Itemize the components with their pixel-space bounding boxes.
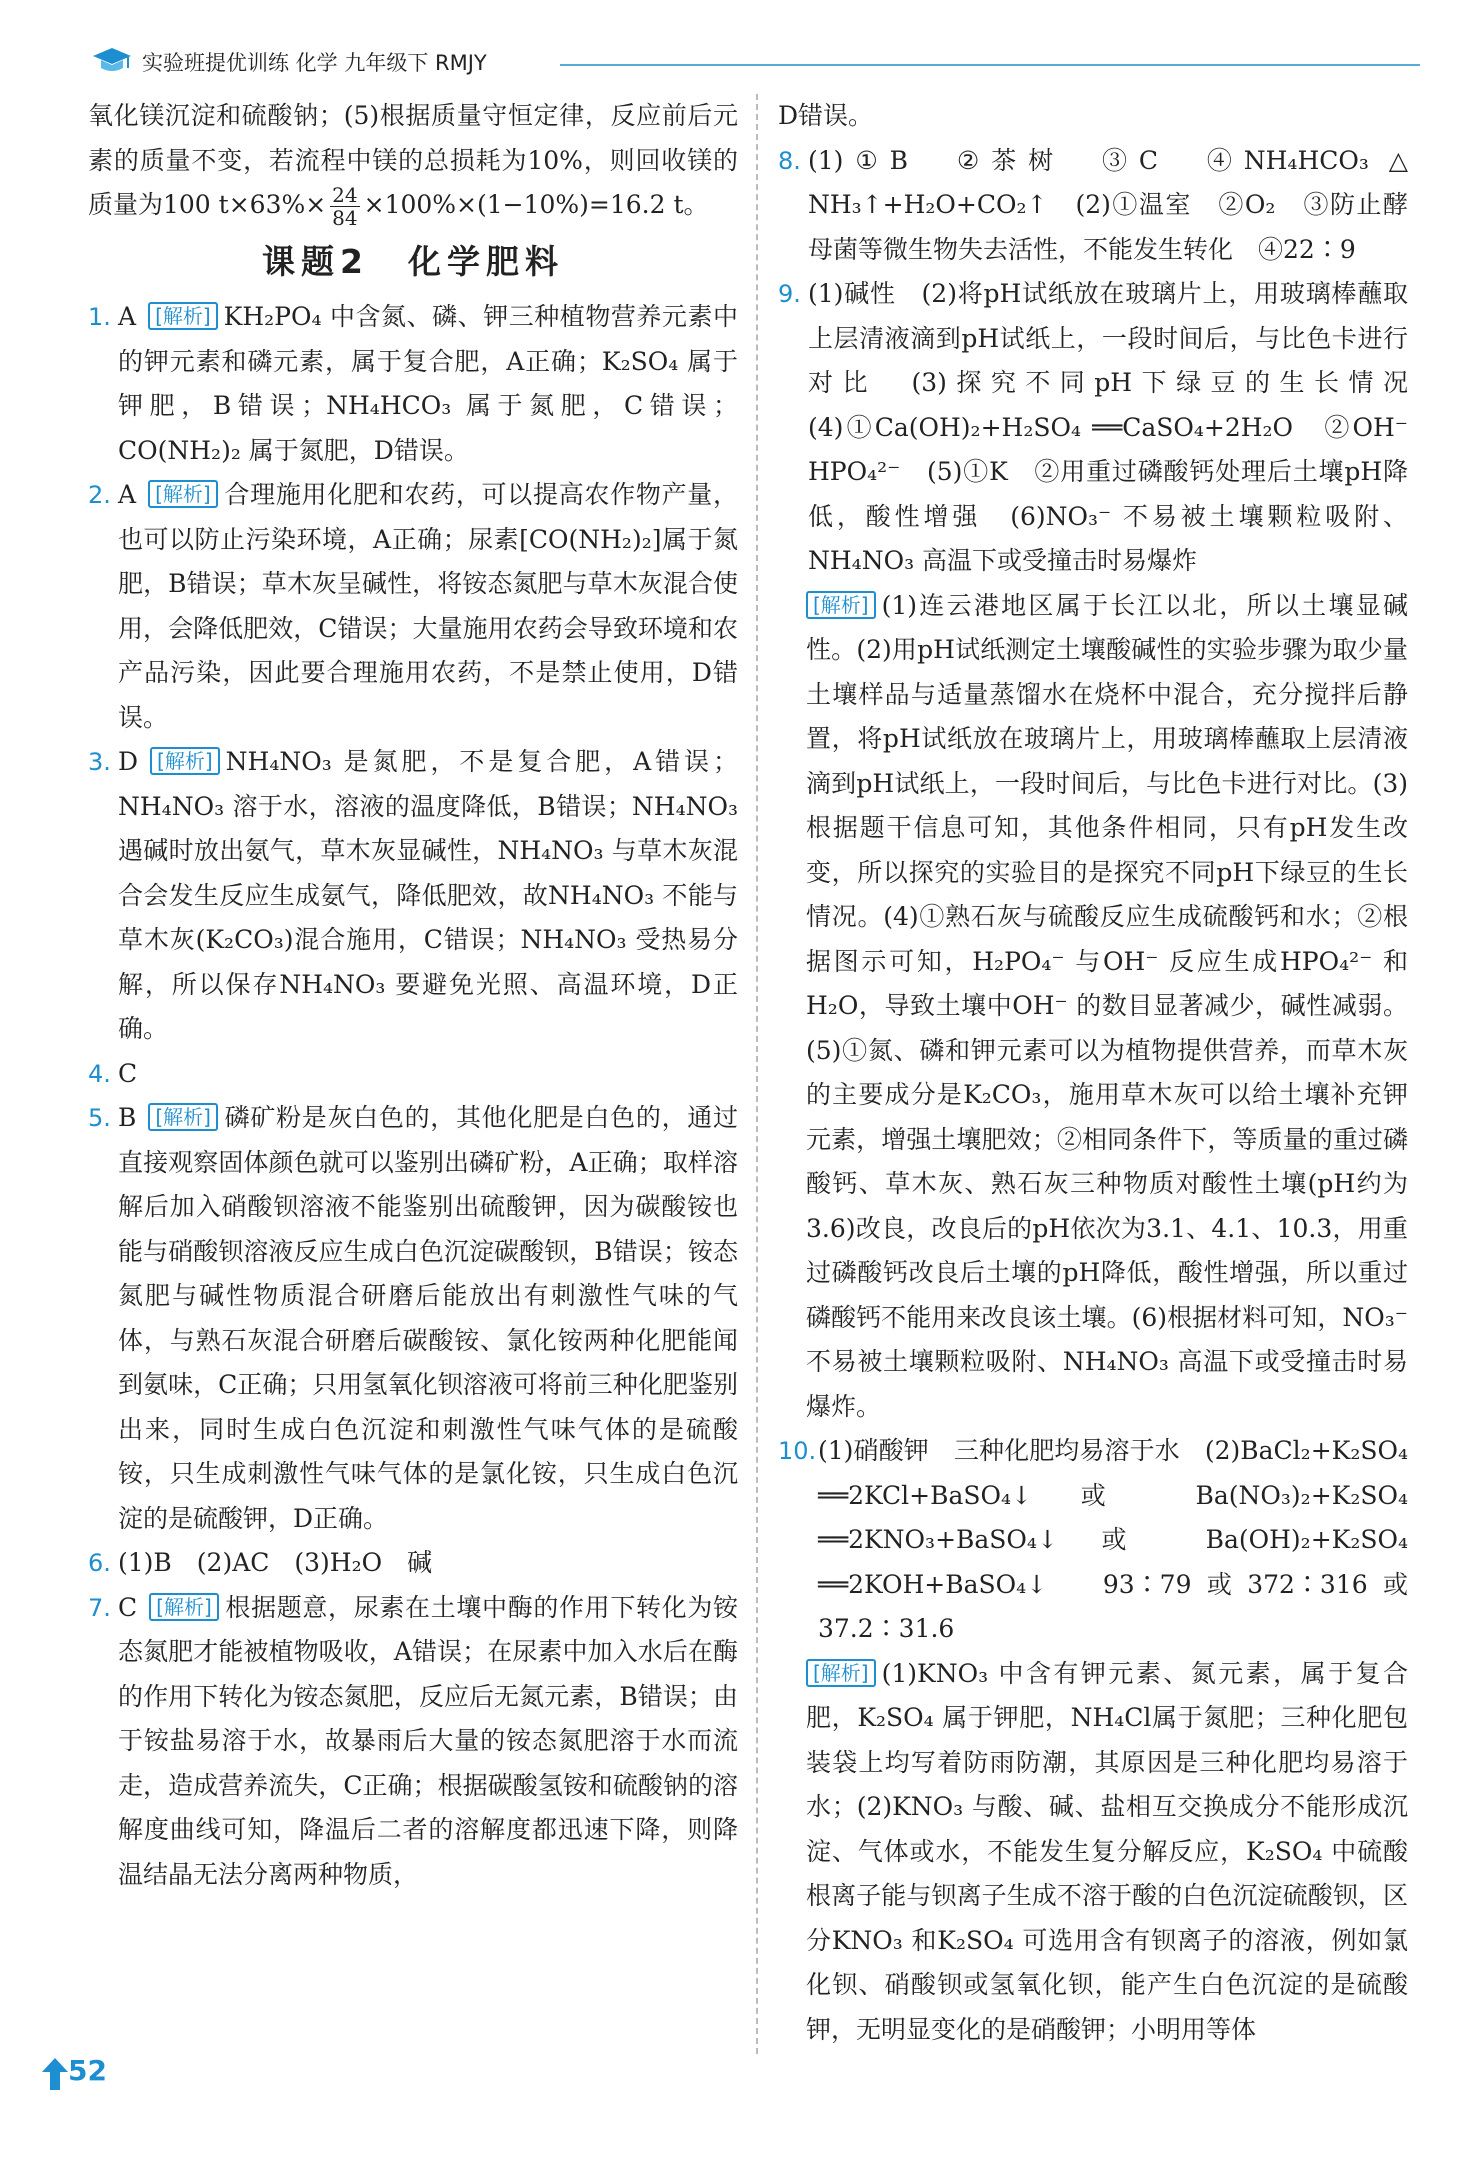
graduation-cap-icon [92, 46, 132, 76]
analysis-text: 磷矿粉是灰白色的，其他化肥是白色的，通过直接观察固体颜色就可以鉴别出磷矿粉，A正确；取样溶解后加入硝酸钡溶液不能鉴别出硫酸钾，因为碳酸铵也能与硝酸钡溶液反应生成白色沉淀碳酸钡，B错误；铵态氮肥与碱性物质混合研磨后能放出有刺激性气味的气体，与熟石灰混合研磨后碳酸铵、氯化铵两种化肥能闻到氨味，C正确；只用氢氧化钡溶液可将前三种化肥鉴别出来，同时生成白色沉淀和刺激性气味气体的是硫酸铵，只生成刺激性气味气体的是氯化铵，只生成白色沉淀的是硫酸钾，D正确。 [118, 1103, 738, 1533]
answer-letter: A [118, 480, 137, 509]
answer-item-1 [88, 295, 738, 473]
answer-text: (1)①B ②茶树 ③C ④NH₄HCO₃ △ NH₃↑+H₂O+CO₂↑ (2)①温室 ②O₂ ③防止酵母菌等微生物失去活性，不能发生转化 ④22∶9 [808, 145, 1408, 264]
item-number: 8. [778, 146, 801, 175]
continued-text: 氧化镁沉淀和硫酸钠；(5)根据质量守恒定律，反应前后元素的质量不变，若流程中镁的总损耗为10%，则回收镁的质量为100 t×63%× $\frac{24}{84}$ ×100%×(1−10%)=16.2 t。 [88, 101, 738, 230]
header-rule [560, 64, 1420, 66]
item-number: 4. [88, 1059, 111, 1088]
answer-text: (1)硝酸钾 三种化肥均易溶于水 (2)BaCl₂+K₂SO₄ ══2KCl+BaSO₄↓ 或 Ba(NO₃)₂+K₂SO₄ ══2KNO₃+BaSO₄↓ 或 Ba(OH)₂+K₂SO₄ ══2KOH+BaSO₄↓ 93∶79或372∶316或37.2∶31.6 [818, 1436, 1408, 1643]
analysis-tag: [解析] [806, 1659, 876, 1687]
item-number: 6. [88, 1549, 111, 1577]
analysis-tag: [解析] [148, 302, 218, 330]
analysis-tag: [解析] [148, 1103, 218, 1131]
analysis-text: KH₂PO₄ 中含氮、磷、钾三种植物营养元素中的钾元素和磷元素，属于复合肥，A正确；K₂SO₄ 属于钾肥，B错误；NH₄HCO₃ 属于氮肥，C错误；CO(NH₂)₂ 属于氮肥，D错误。 [118, 302, 738, 465]
section-title: 课题2 化学肥料 [262, 242, 564, 281]
item-number: 2. [88, 481, 111, 509]
answer-letter: D [118, 747, 139, 776]
answer-item-8 [778, 139, 1408, 273]
column-divider [756, 94, 758, 2054]
answer-item-9 [778, 272, 1434, 584]
answer-item-4 [88, 1052, 738, 1097]
answer-text: (1)B (2)AC (3)H₂O 碱 [118, 1548, 433, 1577]
right-column [778, 94, 1434, 2052]
item-number: 7. [88, 1593, 111, 1622]
item-number: 5. [88, 1104, 111, 1132]
answer-letter: C [118, 1058, 138, 1088]
answer-item-7 [88, 1586, 738, 1898]
analysis-text: (1)KNO₃ 中含有钾元素、氮元素，属于复合肥，K₂SO₄ 属于钾肥，NH₄Cl属于氮肥；三种化肥包装袋上均写着防雨防潮，其原因是三种化肥均易溶于水；(2)KNO₃ 与酸、碱、盐相互交换成分不能形成沉淀、气体或水，不能发生复分解反应，K₂SO₄ 中硫酸根离子能与钡离子生成不溶于酸的白色沉淀硫酸钡，区分KNO₃ 和K₂SO₄ 可选用含有钡离子的溶液，例如氯化钡、硝酸钡或氢氧化钡，能产生白色沉淀的是硫酸钾，无明显变化的是硝酸钾；小明用等体 [806, 1658, 1408, 2044]
item-number: 10. [778, 1437, 817, 1465]
analysis-text: NH₄NO₃ 是氮肥，不是复合肥，A错误；NH₄NO₃ 溶于水，溶液的温度降低，B错误；NH₄NO₃ 遇碱时放出氨气，草木灰显碱性，NH₄NO₃ 与草木灰混合会发生反应生成氨气，降低肥效，故NH₄NO₃ 不能与草木灰(K₂CO₃)混合施用，C错误；NH₄NO₃ 受热易分解，所以保存NH₄NO₃ 要避免光照、高温环境，D正确。 [118, 747, 738, 1043]
analysis-tag: [解析] [150, 747, 220, 775]
answer-text: (1)碱性 (2)将pH试纸放在玻璃片上，用玻璃棒蘸取上层清液滴到pH试纸上，一段时间后，与比色卡进行对比 (3)探究不同pH下绿豆的生长情况 (4)①Ca(OH)₂+H₂SO₄ ══CaSO₄+2H₂O ②OH⁻ HPO₄²⁻ (5)①K ②用重过磷酸钙处理后土壤pH降低，酸性增强 (6)NO₃⁻ 不易被土壤颗粒吸附、NH₄NO₃ 高温下或受撞击时易爆炸 [808, 279, 1434, 575]
analysis-tag: [解析] [149, 1593, 219, 1621]
analysis-tag: [解析] [148, 480, 218, 508]
analysis-tag: [解析] [806, 591, 876, 619]
up-arrow-icon [40, 2056, 70, 2092]
answer-item-3 [88, 740, 738, 1052]
answer-letter: C [118, 1592, 138, 1622]
item-number: 9. [778, 280, 801, 308]
item-number: 3. [88, 748, 111, 776]
analysis-block-9 [778, 584, 1408, 1430]
analysis-text: 根据题意，尿素在土壤中酶的作用下转化为铵态氮肥才能被植物吸收，A错误；在尿素中加入水后在酶的作用下转化为铵态氮肥，反应后无氮元素，B错误；由于铵盐易溶于水，故暴雨后大量的铵态氮肥溶于水而流走，造成营养流失，C正确；根据碳酸氢铵和硫酸钠的溶解度曲线可知，降温后二者的溶解度都迅速下降，则降温结晶无法分离两种物质， [118, 1592, 738, 1889]
analysis-text: (1)连云港地区属于长江以北，所以土壤显碱性。(2)用pH试纸测定土壤酸碱性的实验步骤为取少量土壤样品与适量蒸馏水在烧杯中混合，充分搅拌后静置，将pH试纸放在玻璃片上，用玻璃棒蘸取上层清液滴到pH试纸上，一段时间后，与比色卡进行对比。(3)根据题干信息可知，其他条件相同，只有pH发生改变，所以探究的实验目的是探究不同pH下绿豆的生长情况。(4)①熟石灰与硫酸反应生成硫酸钙和水；②根据图示可知，H₂PO₄⁻ 与OH⁻ 反应生成HPO₄²⁻ 和H₂O，导致土壤中OH⁻ 的数目显著减少，碱性减弱。(5)①氮、磷和钾元素可以为植物提供营养，而草木灰的主要成分是K₂CO₃，施用草木灰可以给土壤补充钾元素，增强土壤肥效；②相同条件下，等质量的重过磷酸钙、草木灰、熟石灰三种物质对酸性土壤(pH约为3.6)改良，改良后的pH依次为3.1、4.1、10.3，用重过磷酸钙改良后土壤的pH降低，酸性增强，所以重过磷酸钙不能用来改良该土壤。(6)根据材料可知，NO₃⁻ 不易被土壤颗粒吸附、NH₄NO₃ 高温下或受撞击时易爆炸。 [806, 590, 1408, 1421]
continued-text: D错误。 [778, 101, 874, 130]
answer-letter: A [118, 302, 137, 331]
page-number-box [40, 2050, 140, 2094]
answer-item-2 [88, 473, 738, 740]
header-title: 实验班提优训练 化学 九年级下 RMJY [142, 51, 487, 75]
answer-item-5 [88, 1096, 738, 1541]
fraction: $\frac{24}{84}$ [332, 183, 358, 230]
analysis-block-10 [778, 1652, 1408, 2053]
left-column [88, 94, 738, 1897]
answer-letter: B [118, 1103, 137, 1132]
answer-item-6 [88, 1541, 738, 1586]
item-number: 1. [88, 303, 111, 331]
answer-item-10 [778, 1429, 1408, 1652]
analysis-text: 合理施用化肥和农药，可以提高农作物产量，也可以防止污染环境，A正确；尿素[CO(NH₂)₂]属于氮肥，B错误；草木灰呈碱性，将铵态氮肥与草木灰混合使用，会降低肥效，C错误；大量施用农药会导致环境和农产品污染，因此要合理施用农药，不是禁止使用，D错误。 [118, 480, 738, 732]
page-header [80, 36, 1420, 86]
page-number: 52 [68, 2054, 107, 2087]
